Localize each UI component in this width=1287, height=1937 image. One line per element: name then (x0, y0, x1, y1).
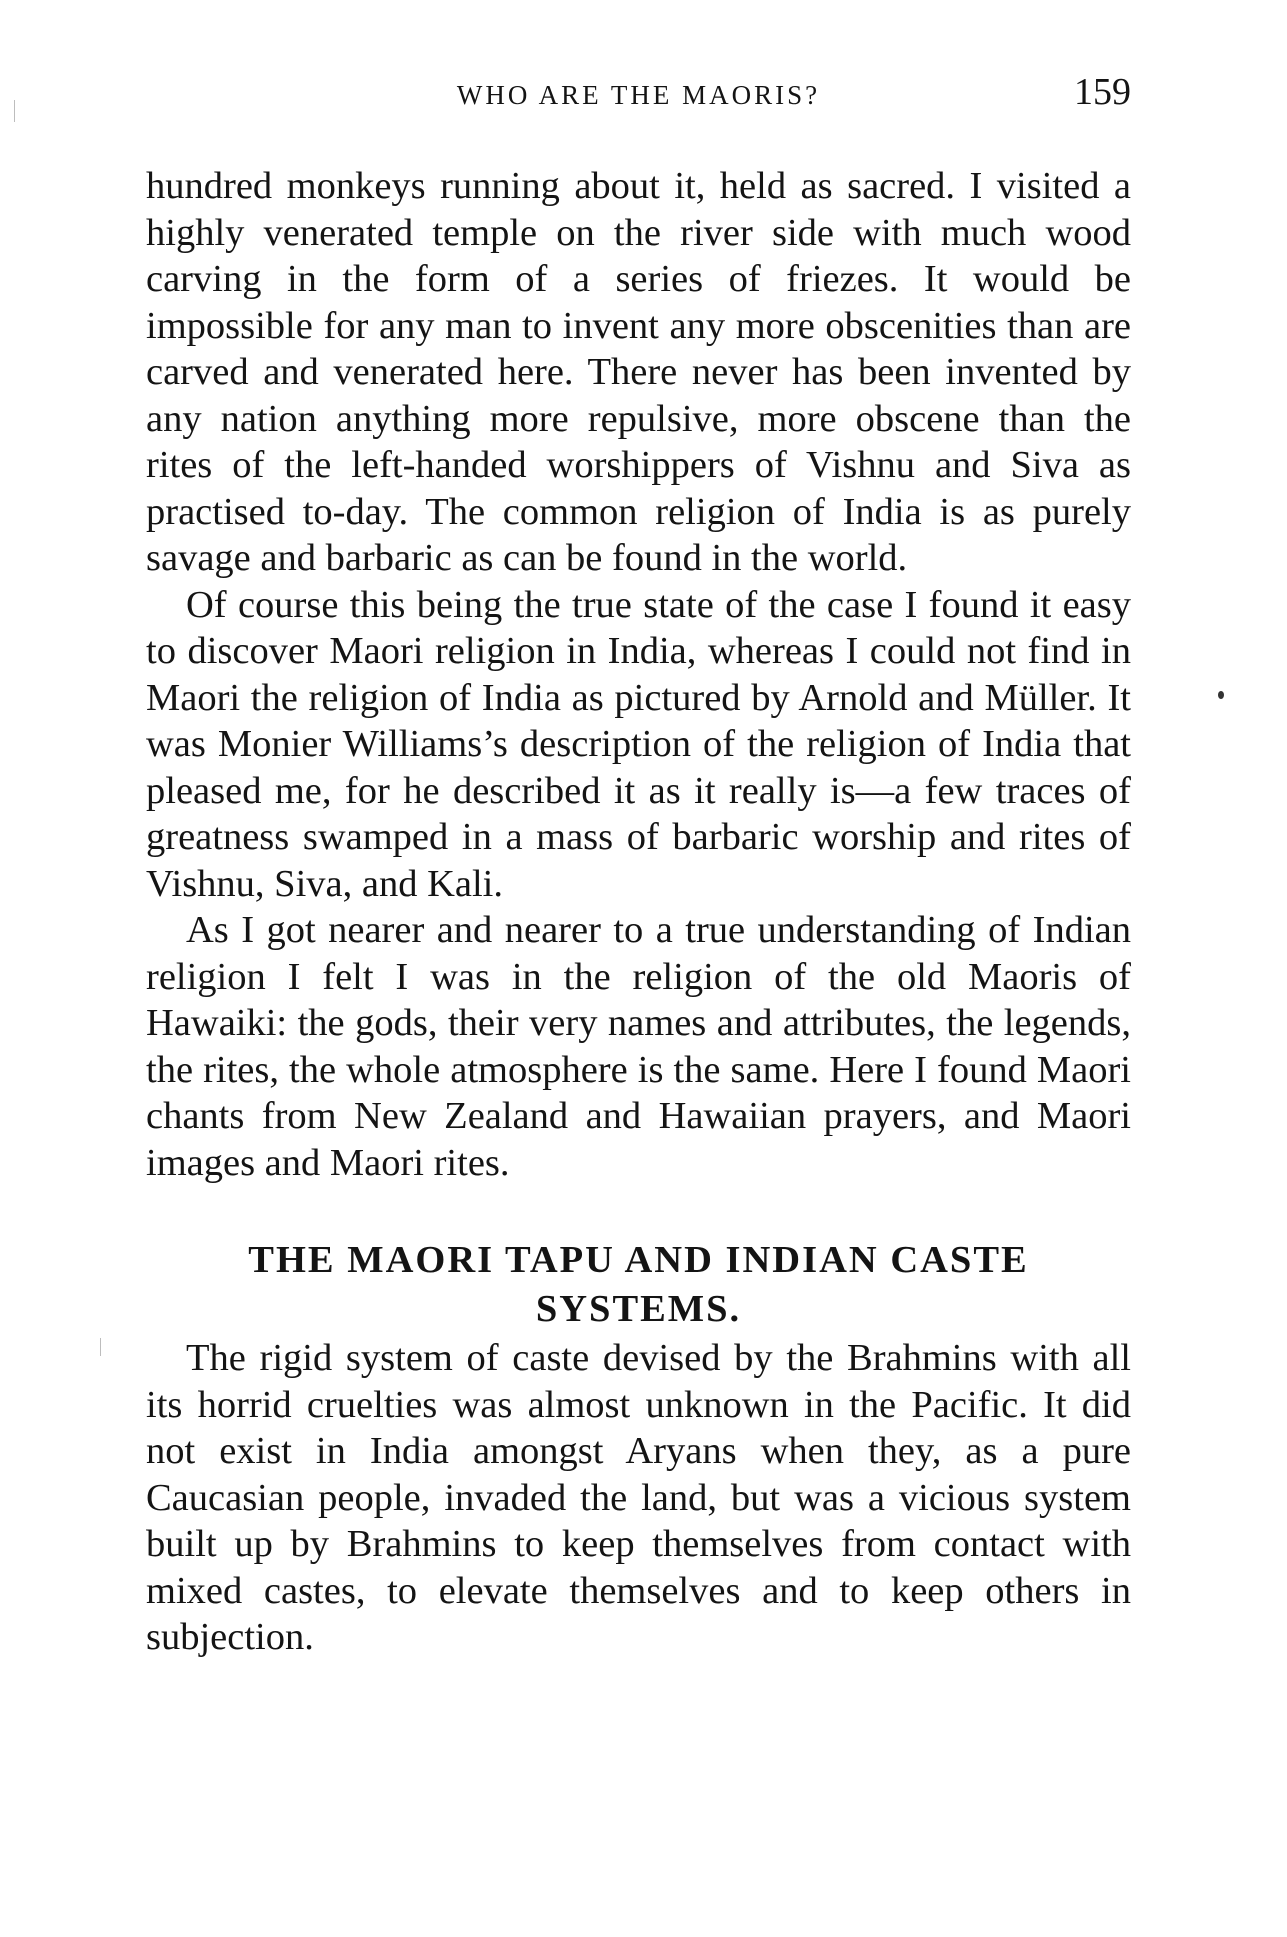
paragraph: As I got nearer and nearer to a true understanding of Indian religion I felt I was in the religion of the old Maoris of Hawaiki: the gods, their very names and attributes, the legends, the rites, the whole atmosphere is the same. Here I found Maori chants from New Zealand and Hawaiian prayers, and Maori images and Maori rites. (146, 909, 1131, 1184)
left-edge-tick (100, 1338, 101, 1356)
running-head (146, 70, 1131, 120)
section-paragraph: The rigid system of caste devised by the Brahmins with all its horrid cruelties was almost unknown in the Pacific. It did not exist in India amongst Aryans when they, as a pure Caucasian people, invaded the land, but was a vicious system built up by Brahmins to keep themselves from contact with mixed castes, to elevate themselves and to keep others in subjection. (146, 1337, 1131, 1658)
section-heading: THE MAORI TAPU AND INDIAN CASTE SYSTEMS. (248, 1239, 1029, 1330)
body-text (146, 163, 1131, 1661)
margin-ink-mark (1218, 691, 1224, 699)
paragraph: Of course this being the true state of the case I found it easy to discover Maori religion in India, whereas I could not find in Maori the religion of India as pictured by Arnold and Müller. It was Monier Williams’s description of the religion of India that pleased me, for he described it as it really is—a few traces of greatness swamped in a mass of barbaric worship and rites of Vishnu, Siva, and Kali. (146, 583, 1131, 905)
page-number: 159 (1074, 71, 1131, 113)
running-title: WHO ARE THE MAORIS? (456, 80, 821, 110)
left-edge-tick (14, 100, 15, 122)
paragraph-continued: hundred monkeys running about it, held as sacred. I visited a highly venerated temple on the river side with much wood carving in the form of a series of friezes. It would be impossible for any man to invent any more obscenities than are carved and venerated here. There never has been invented by any nation anything more repulsive, more obscene than the rites of the left-handed worshippers of Vishnu and Siva as practised to-day. The common religion of India is as purely savage and barbaric as can be found in the world. (146, 165, 1131, 579)
